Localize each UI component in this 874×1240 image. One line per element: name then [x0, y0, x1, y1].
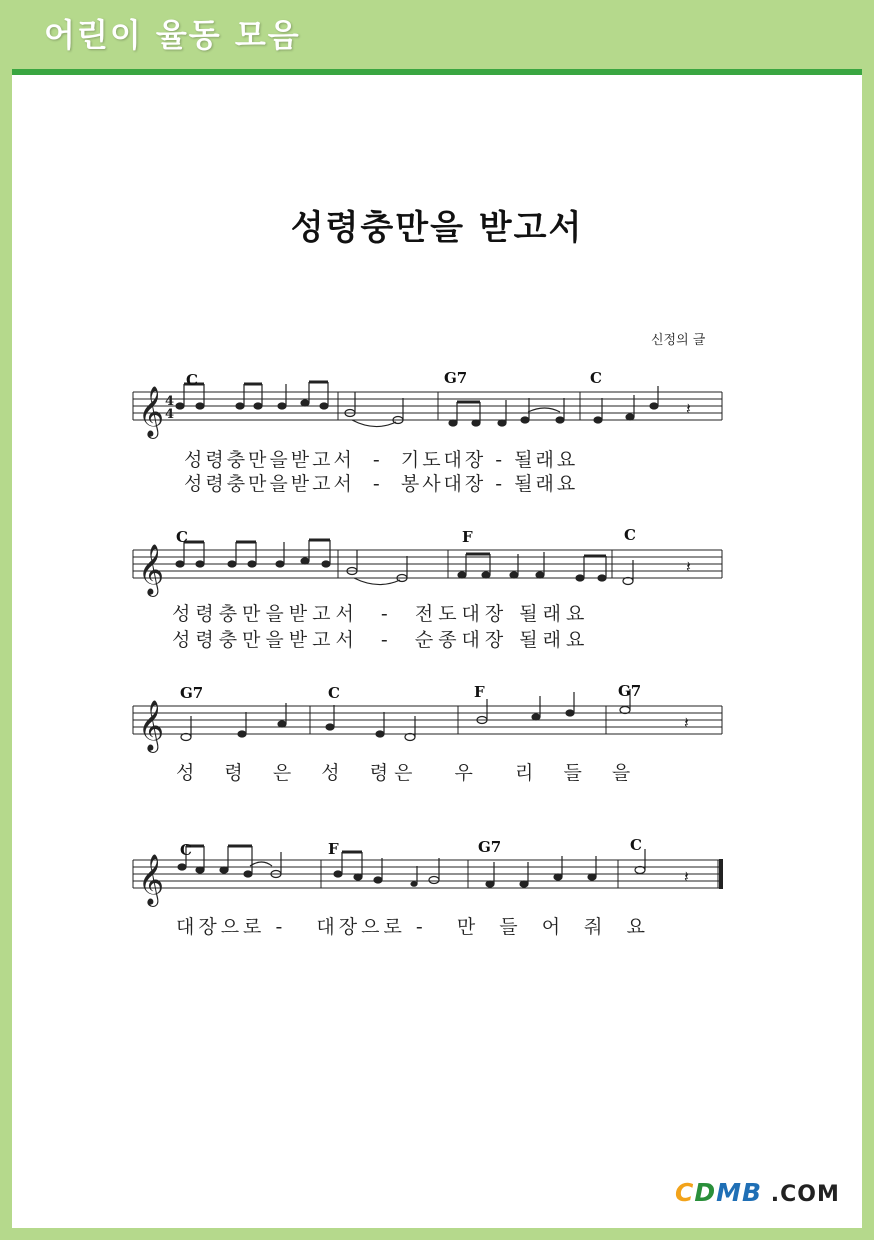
chord: F: [328, 840, 339, 858]
quarter-rest-icon: 𝄽: [684, 713, 689, 732]
lyric-line: 대장으로 - 대장으로 - 만 들 어 줘 요: [176, 916, 649, 938]
treble-clef-icon: 𝄞: [138, 854, 165, 905]
staff-4: [133, 860, 722, 888]
chord: C: [186, 371, 198, 389]
staff-3: [133, 706, 722, 734]
lyric-line: 성 령 은 성 령은 우 리 들 을: [176, 762, 637, 784]
chord: C: [590, 369, 602, 387]
chord: G7: [478, 838, 502, 856]
chord: F: [462, 528, 473, 546]
chord: C: [328, 684, 340, 702]
chord: G7: [180, 684, 204, 702]
lyric-line: 성령충만을받고서 - 순종대장 될래요: [172, 629, 590, 651]
banner-title: 어린이 율동 모음: [44, 16, 301, 54]
chord: C: [176, 528, 188, 546]
staff-2: [133, 550, 722, 578]
quarter-rest-icon: 𝄽: [684, 867, 689, 886]
time-signature-bottom: 4: [165, 407, 175, 422]
treble-clef-icon: 𝄞: [138, 544, 165, 595]
lyric-line: 성령충만을받고서 - 전도대장 될래요: [172, 603, 590, 625]
treble-clef-icon: 𝄞: [138, 386, 165, 437]
time-signature-top: 4: [165, 394, 175, 409]
author-credit: 신정의 글: [651, 333, 706, 348]
song-title: 성령충만을 받고서: [290, 208, 584, 248]
chord: G7: [444, 369, 468, 387]
lyric-line: 성령충만을받고서 - 봉사대장 - 될래요: [184, 473, 579, 495]
cdmb-logo: CDMB .COM: [675, 1178, 840, 1207]
chord: F: [474, 683, 485, 701]
chord: C: [630, 836, 642, 854]
notes-system-3: [181, 689, 630, 741]
chord: C: [624, 526, 636, 544]
chord: G7: [618, 682, 642, 700]
quarter-rest-icon: 𝄽: [686, 399, 691, 418]
treble-clef-icon: 𝄞: [138, 700, 165, 751]
lyric-line: 성령충만을받고서 - 기도대장 - 될래요: [184, 449, 579, 471]
quarter-rest-icon: 𝄽: [686, 557, 691, 576]
chord: C: [180, 841, 192, 859]
